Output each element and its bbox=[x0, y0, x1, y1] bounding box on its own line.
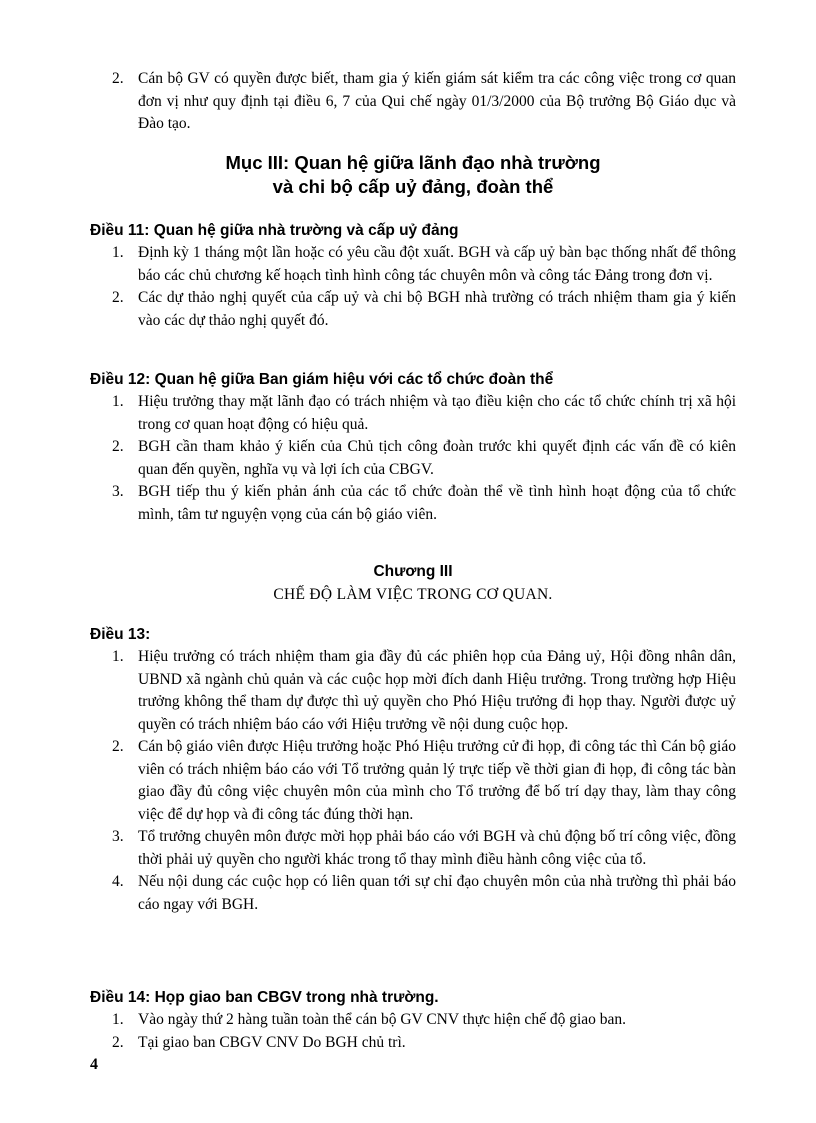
chapter-title bbox=[90, 561, 736, 607]
list-item bbox=[90, 287, 736, 332]
item-text: Định kỳ 1 tháng một lần hoặc có yêu cầu đột xuất. BGH và cấp uỷ bàn bạc thống nhất để thông báo các chủ chương kế hoạch tình hình công tác chuyên môn và công tác Đảng trong đơn vị. bbox=[138, 244, 736, 284]
article-14-list bbox=[90, 1009, 736, 1054]
item-number: 1. bbox=[112, 648, 124, 665]
item-text: Tại giao ban CBGV CNV Do BGH chủ trì. bbox=[138, 1033, 406, 1051]
section-title-line1: Mục III: Quan hệ giữa lãnh đạo nhà trường bbox=[225, 152, 601, 173]
article-12-heading: Điều 12: Quan hệ giữa Ban giám hiệu với các tổ chức đoàn thể bbox=[90, 371, 554, 388]
item-text: Cán bộ GV có quyền được biết, tham gia ý kiến giám sát kiểm tra các công việc trong cơ quan đơn vị như quy định tại điều 6, 7 của Qui chế ngày 01/3/2000 của Bộ trưởng Bộ Giáo dục và Đào tạo. bbox=[138, 70, 736, 132]
item-text: Hiệu trưởng có trách nhiệm tham gia đầy đủ các phiên họp của Đảng uỷ, Hội đồng nhân dân, UBND xã ngành chủ quản và các cuộc họp mời đích danh Hiệu trưởng. Trong trường hợp Hiệu trưởng không thể tham dự được thì uỷ quyền cho Phó Hiệu trưởng đi họp thay. Người được uỷ quyền có trách nhiệm báo cáo với Hiệu trưởng về nội dung cuộc họp. bbox=[138, 648, 736, 733]
item-number: 3. bbox=[112, 828, 124, 845]
list-item bbox=[90, 871, 736, 916]
list-item bbox=[90, 481, 736, 526]
item-text: BGH cần tham khảo ý kiến của Chủ tịch công đoàn trước khi quyết định các vấn đề có kiên quan đến quyền, nghĩa vụ và lợi ích của CBGV. bbox=[138, 438, 736, 478]
section-title bbox=[90, 151, 736, 199]
article-12 bbox=[90, 369, 736, 526]
article-11-list bbox=[90, 242, 736, 332]
list-item bbox=[90, 242, 736, 287]
article-13-list bbox=[90, 646, 736, 916]
list-item bbox=[90, 436, 736, 481]
list-item bbox=[90, 68, 736, 136]
item-number: 2. bbox=[112, 70, 124, 87]
item-number: 2. bbox=[112, 738, 124, 755]
article-11 bbox=[90, 220, 736, 332]
list-item bbox=[90, 1032, 736, 1055]
list-item bbox=[90, 736, 736, 826]
chapter-number: Chương III bbox=[373, 563, 453, 580]
list-item bbox=[90, 1009, 736, 1032]
article-12-list bbox=[90, 391, 736, 526]
item-text: Hiệu trưởng thay mặt lãnh đạo có trách nhiệm và tạo điều kiện cho các tổ chức chính trị xã hội trong cơ quan hoạt động có hiệu quả. bbox=[138, 393, 736, 433]
item-number: 2. bbox=[112, 438, 124, 455]
article-11-heading: Điều 11: Quan hệ giữa nhà trường và cấp uỷ đảng bbox=[90, 222, 459, 239]
item-text: Tổ trưởng chuyên môn được mời họp phải báo cáo với BGH và chủ động bố trí công việc, đồng thời phải uỷ quyền cho người khác trong tổ thay mình điều hành công việc của tổ. bbox=[138, 828, 736, 868]
item-number: 2. bbox=[112, 289, 124, 306]
item-text: Nếu nội dung các cuộc họp có liên quan tới sự chỉ đạo chuyên môn của nhà trường thì phải báo cáo ngay với BGH. bbox=[138, 873, 736, 913]
item-text: Cán bộ giáo viên được Hiệu trưởng hoặc Phó Hiệu trưởng cử đi họp, đi công tác thì Cán bộ giáo viên có trách nhiệm báo cáo với Tổ trưởng quản lý trực tiếp về thời gian đi họp, đi công tác bàn giao đầy đủ công việc chuyên môn của mình cho Tổ trưởng để bố trí dạy thay, làm thay công việc để dự họp và đi công tác đúng thời hạn. bbox=[138, 738, 736, 823]
section-title-line2: và chi bộ cấp uỷ đảng, đoàn thể bbox=[272, 176, 554, 197]
list-item bbox=[90, 646, 736, 736]
article-13 bbox=[90, 624, 736, 916]
page-number: 4 bbox=[90, 1056, 98, 1073]
item-number: 1. bbox=[112, 244, 124, 261]
item-number: 3. bbox=[112, 483, 124, 500]
article-13-heading: Điều 13: bbox=[90, 626, 151, 643]
item-text: Vào ngày thứ 2 hàng tuần toàn thể cán bộ GV CNV thực hiện chế độ giao ban. bbox=[138, 1011, 627, 1028]
article-14 bbox=[90, 987, 736, 1054]
item-number: 2. bbox=[112, 1033, 124, 1051]
list-item bbox=[90, 826, 736, 871]
chapter-subtitle: CHẾ ĐỘ LÀM VIỆC TRONG CƠ QUAN. bbox=[273, 586, 553, 603]
list-item bbox=[90, 391, 736, 436]
item-number: 1. bbox=[112, 1011, 124, 1028]
intro-list bbox=[90, 68, 736, 136]
item-number: 1. bbox=[112, 393, 124, 410]
article-14-heading: Điều 14: Họp giao ban CBGV trong nhà trường. bbox=[90, 989, 439, 1006]
item-text: BGH tiếp thu ý kiến phản ánh của các tổ chức đoàn thể về tình hình hoạt động của tổ chức mình, tâm tư nguyện vọng của cán bộ giáo viên. bbox=[138, 483, 736, 523]
item-number: 4. bbox=[112, 873, 124, 890]
item-text: Các dự thảo nghị quyết của cấp uỷ và chi bộ BGH nhà trường có trách nhiệm tham gia ý kiến vào các dự thảo nghị quyết đó. bbox=[138, 289, 736, 329]
